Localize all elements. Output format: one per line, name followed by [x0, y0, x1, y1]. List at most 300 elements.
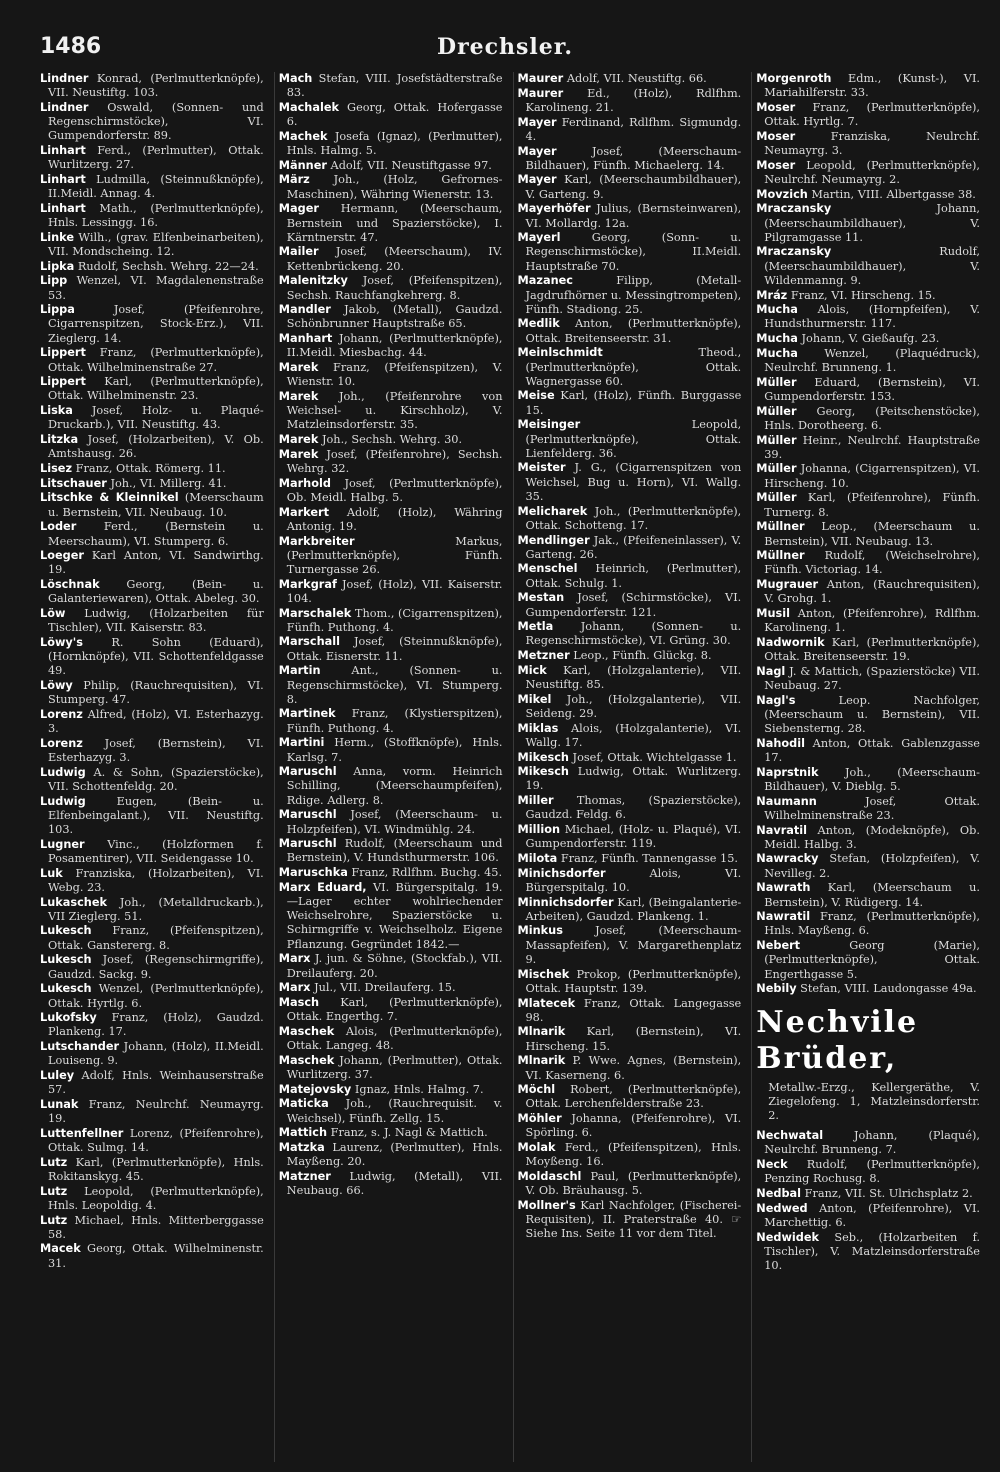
entry-details: Franz, VII. St. Ulrichsplatz 2.	[804, 1186, 973, 1200]
advertisement	[756, 1005, 980, 1124]
entry-name: Machek	[278, 129, 328, 143]
directory-entry	[756, 766, 980, 794]
page-number: 1486	[40, 34, 102, 59]
entry-details: Seb., (Holzarbeiten f. Tischler), V. Matzleinsdorferstraße 10.	[764, 1230, 980, 1272]
entry-details: Josef, Holz- u. Plaqué-Druckarb.), VII. Neustiftg. 43.	[48, 404, 264, 432]
entry-name: Mollner's	[517, 1198, 576, 1212]
directory-entry	[756, 159, 980, 187]
entry-name: Mucha	[756, 346, 798, 360]
entry-details: Thomas, (Spazierstöcke), Gaudzd. Feldg. 6.	[525, 794, 742, 822]
directory-entry	[40, 1069, 264, 1097]
entry-details: Ignaz, Hnls. Halmg. 7.	[354, 1082, 484, 1096]
entry-name: Loeger	[40, 549, 84, 563]
entry-details: Michael, (Holz- u. Plaqué), VI. Gumpendorferstr. 119.	[525, 823, 742, 851]
directory-entry	[279, 981, 503, 995]
entry-details: Franz, s. J. Nagl & Mattich.	[330, 1126, 488, 1140]
directory-entry	[279, 635, 503, 663]
entry-name: Mikel	[517, 692, 552, 706]
entry-details: Georg, (Sonn- u. Regenschirmstöcke), II.Meidl. Hauptstraße 70.	[525, 231, 742, 273]
entry-name: Möhler	[517, 1112, 562, 1126]
entry-details: Josef, (Perlmutterknöpfe), Ob. Meidl. Halbg. 5.	[286, 476, 503, 504]
entry-details: Alois, (Hornpfeifen), V. Hundsthurmerstr. 117.	[764, 303, 980, 331]
entry-name: Lipp	[40, 274, 68, 288]
entry-details: Wenzel, (Plaquédruck), Neulrchf. Brunneng. 1.	[764, 346, 980, 375]
directory-entry	[40, 953, 264, 981]
entry-details: Alois, VI. Bürgerspitalg. 10.	[525, 866, 742, 894]
entry-name: Marek	[278, 447, 319, 461]
directory-entry	[40, 607, 264, 635]
advertisement-title: Nechvile Brüder,	[756, 1004, 919, 1076]
entry-name: Löschnak	[40, 578, 100, 592]
entry-details: Jak., (Pfeifeneinlasser), V. Garteng. 26.	[525, 533, 742, 561]
entry-details: Leop., (Meerschaum u. Bernstein), VII. Neubaug. 13.	[764, 520, 980, 548]
directory-entry	[518, 389, 742, 417]
entry-details: Philip, (Rauchrequisiten), VI. Stumperg. 47.	[48, 679, 264, 707]
directory-entry	[40, 1185, 264, 1213]
directory-entry	[756, 1129, 980, 1157]
entry-name: Mattich	[278, 1126, 328, 1140]
entry-name: Neck	[756, 1158, 788, 1172]
directory-entry	[756, 852, 980, 880]
directory-entry	[756, 202, 980, 245]
directory-entry	[40, 274, 264, 302]
entry-name: Möchl	[517, 1083, 556, 1097]
directory-entry	[279, 707, 503, 735]
entry-name: Litschauer	[40, 476, 107, 490]
directory-entry	[40, 520, 264, 548]
entry-details: Ludwig, (Metall), VII. Neubaug. 66.	[286, 1169, 503, 1198]
directory-entry	[279, 1141, 503, 1169]
directory-entry	[40, 982, 264, 1010]
entry-details: Anton, (Modeknöpfe), Ob. Meidl. Halbg. 3.	[764, 823, 980, 851]
entry-details: Karl, (Pfeifenrohre), Fünfh. Turnerg. 8.	[764, 491, 980, 519]
directory-entry	[518, 505, 742, 533]
directory-entry	[756, 462, 980, 490]
directory-entry	[518, 924, 742, 967]
directory-entry	[518, 620, 742, 648]
entry-details: Leopold, (Perlmutterknöpfe), Ottak. Lienfelderg. 36.	[525, 418, 742, 460]
entry-details: Karl, (Perlmutterknöpfe), Ottak. Engerthg. 7.	[286, 996, 503, 1024]
entry-name: Lunak	[40, 1097, 79, 1111]
entry-name: Nechwatal	[756, 1129, 824, 1143]
entry-details: Robert, (Perlmutterknöpfe), Ottak. Lerchenfelderstraße 23.	[525, 1083, 742, 1111]
entry-name: Luttenfellner	[40, 1126, 124, 1140]
directory-entry	[518, 693, 742, 721]
entry-name: Nagl's	[756, 693, 796, 707]
entry-details: Johanna, (Pfeifenrohre), VI. Spörling. 6.	[525, 1112, 742, 1140]
entry-details: Ludmilla, (Steinnußknöpfe), II.Meidl. Annag. 4.	[48, 172, 264, 201]
entry-name: Lorenz	[40, 707, 83, 721]
entry-name: Milota	[517, 851, 558, 865]
directory-entry	[518, 765, 742, 793]
directory-entry	[40, 346, 264, 374]
entry-name: Maruschl	[278, 765, 337, 779]
entry-name: Metla	[517, 620, 554, 634]
directory-entry	[40, 375, 264, 403]
entry-details: Stefan, (Holzpfeifen), V. Nevilleg. 2.	[764, 852, 980, 880]
entry-name: Moser	[756, 158, 796, 172]
directory-entry	[756, 737, 980, 765]
directory-entry	[40, 1156, 264, 1184]
entry-name: Lindner	[40, 72, 89, 85]
directory-entry	[756, 1158, 980, 1186]
entry-name: Lorenz	[40, 736, 83, 750]
directory-entry	[279, 130, 503, 158]
entry-name: Manhart	[278, 332, 333, 346]
directory-entry	[279, 578, 503, 606]
entry-name: Löwy	[40, 679, 73, 693]
entry-name: Mraczansky	[756, 245, 832, 259]
directory-entry	[279, 274, 503, 302]
directory-entry	[756, 245, 980, 288]
entry-name: Mikesch	[517, 765, 569, 779]
entry-details: Johann, (Holz), II.Meidl. Louiseng. 9.	[48, 1040, 264, 1068]
entry-details: Stefan, VIII. Laudongasse 49a.	[800, 982, 977, 996]
directory-entry	[518, 591, 742, 619]
entry-name: Mayer	[517, 173, 557, 187]
entry-details: Rudolf, (Meerschaum und Bernstein), V. Hundsthurmerstr. 106.	[286, 837, 503, 865]
entry-details: J. jun. & Söhne, (Stockfab.), VII. Dreilauferg. 20.	[286, 952, 503, 980]
directory-entry	[40, 636, 264, 679]
directory-entry	[40, 477, 264, 491]
entry-name: Nawratil	[756, 910, 811, 924]
entry-details: Oswald, (Sonnen- und Regenschirmstöcke), VI. Gumpendorferstr. 89.	[48, 100, 264, 143]
entry-details: Laurenz, (Perlmutter), Hnls. Mayßeng. 20.	[286, 1141, 503, 1169]
directory-entry	[279, 952, 503, 980]
directory-entry	[756, 982, 980, 996]
entry-name: Mucha	[756, 332, 798, 346]
entry-details: Joh., (Pfeifenrohre von Weichsel- u. Kirschholz), V. Matzleinsdorferstr. 35.	[286, 389, 503, 432]
directory-entry	[40, 795, 264, 838]
entry-details: Julius, (Bernsteinwaren), VI. Mollardg. 12a.	[525, 202, 742, 230]
entry-name: Loder	[40, 520, 77, 534]
entry-name: Meister	[517, 461, 566, 475]
directory-entry	[518, 968, 742, 996]
entry-name: Marek	[278, 433, 319, 447]
entry-name: Mlnarik	[517, 1054, 566, 1068]
entry-details: Michael, Hnls. Mitterberggasse 58.	[48, 1213, 264, 1241]
entry-details: Leopold, (Perlmutterknöpfe), Hnls. Leopoldig. 4.	[48, 1184, 264, 1212]
entry-name: Million	[517, 823, 561, 837]
entry-name: Maschek	[278, 1024, 335, 1038]
column-4	[751, 72, 980, 1462]
entry-details: Josefa (Ignaz), (Perlmutter), Hnls. Halmg. 5.	[286, 129, 503, 158]
entry-details: Ludwig, (Holzarbeiten für Tischler), VII. Kaiserstr. 83.	[48, 607, 264, 635]
directory-entry	[756, 549, 980, 577]
directory-entry	[518, 1112, 742, 1140]
entry-details: Franz, VI. Hirscheng. 15.	[790, 288, 936, 302]
entry-details: Franz, (Pfeifenspitzen), V. Wienstr. 10.	[286, 361, 503, 389]
directory-entry	[279, 664, 503, 707]
entry-name: Nedbal	[756, 1186, 802, 1200]
directory-entry	[518, 418, 742, 461]
directory-entry	[279, 506, 503, 534]
entry-details: Anton, (Rauchrequisiten), V. Grohg. 1.	[764, 578, 980, 606]
entry-name: Mendlinger	[517, 533, 590, 547]
directory-entry	[518, 664, 742, 692]
entry-name: Metzner	[517, 649, 570, 663]
entry-name: Marx	[278, 981, 311, 995]
entry-details: Wenzel, (Perlmutterknöpfe), Ottak. Hyrtlg. 6.	[48, 982, 264, 1010]
entry-name: Müller	[756, 462, 797, 476]
directory-entry	[279, 808, 503, 836]
entry-details: Franz, (Holz), Gaudzd. Plankeng. 17.	[48, 1011, 264, 1039]
entry-details: Franz, (Klystierspitzen), Fünfh. Puthong. 4.	[286, 707, 503, 735]
entry-name: Molak	[517, 1141, 556, 1155]
directory-entry	[279, 477, 503, 505]
entry-name: Müllner	[756, 549, 805, 563]
entry-details: Adolf, VII. Neustiftg. 66.	[566, 72, 707, 85]
directory-entry	[279, 361, 503, 389]
directory-entry	[756, 101, 980, 129]
entry-name: Morgenroth	[756, 72, 832, 85]
entry-details: Paul, (Perlmutterknöpfe), V. Ob. Bräuhausg. 5.	[525, 1169, 742, 1198]
directory-entry	[756, 434, 980, 462]
entry-details: Karl, (Beingalanterie-Arbeiten), Gaudzd. Plankeng. 1.	[525, 895, 742, 923]
entry-details: Adolf, (Holz), Währing Antonig. 19.	[286, 505, 503, 533]
entry-details: Anton, (Pfeifenrohre), Rdlfhm. Karolineng. 1.	[764, 607, 980, 635]
directory-entry	[40, 1214, 264, 1242]
entry-name: Luley	[40, 1069, 75, 1083]
directory-entry	[40, 549, 264, 577]
entry-details: J. G., (Cigarrenspitzen von Weichsel, Bug u. Horn), VI. Wallg. 35.	[525, 461, 742, 503]
entry-details: Ludwig, Ottak. Wurlitzerg. 19.	[525, 765, 742, 793]
directory-entry	[756, 1202, 980, 1230]
entry-details: Alois, (Perlmutterknöpfe), Ottak. Langeg. 48.	[286, 1024, 503, 1053]
entry-name: Maruschl	[278, 837, 337, 851]
entry-name: Mayerl	[517, 231, 561, 245]
directory-entry	[518, 1199, 742, 1242]
entry-details: Edm., (Kunst-), VI. Mariahilferstr. 33.	[764, 72, 980, 100]
directory-entry	[518, 562, 742, 590]
entry-details: Josef, Ottak. Wichtelgasse 1.	[572, 750, 737, 764]
entry-name: Marschalek	[278, 606, 352, 620]
entry-name: Lipka	[40, 259, 75, 273]
entry-details: Georg, (Bein- u. Galanteriewaren), Ottak. Abeleg. 30.	[48, 578, 264, 606]
entry-details: Karl, (Holz), Fünfh. Burggasse 15.	[525, 389, 742, 417]
entry-name: Marx Eduard,	[278, 880, 367, 894]
directory-entry	[279, 866, 503, 880]
entry-name: Mayer	[517, 144, 557, 158]
entry-name: Lukesch	[40, 953, 92, 967]
entry-name: Markbreiter	[278, 534, 355, 548]
entry-name: Männer	[278, 158, 327, 172]
entry-name: Menschel	[517, 562, 578, 576]
directory-entry	[756, 130, 980, 158]
entry-details: Adolf, VII. Neustiftgasse 97.	[330, 158, 492, 172]
entry-name: Minkus	[517, 924, 563, 938]
entry-details: A. & Sohn, (Spazierstöcke), VII. Schottenfeldg. 20.	[48, 765, 264, 793]
entry-details: R. Sohn (Eduard), (Hornknöpfe), VII. Schottenfeldgasse 49.	[48, 635, 264, 678]
entry-name: Mlatecek	[517, 996, 576, 1010]
entry-details: Josef, (Pfeifenspitzen), Sechsh. Rauchfangkehrerg. 8.	[286, 274, 503, 302]
directory-entry	[518, 116, 742, 144]
directory-entry	[756, 636, 980, 664]
entry-name: Matzka	[278, 1141, 325, 1155]
entry-name: Lindner	[40, 100, 89, 114]
directory-entry	[756, 188, 980, 202]
entry-details: Rudolf, (Meerschaumbildhauer), V. Wildenmanng. 9.	[764, 245, 980, 287]
directory-entry	[279, 101, 503, 129]
entry-name: Mick	[517, 663, 547, 677]
entry-details: Josef, (Regenschirmgriffe), Gaudzd. Sackg. 9.	[48, 953, 264, 981]
entry-name: Nawracky	[756, 852, 819, 866]
entry-details: Eugen, (Bein- u. Elfenbeingalant.), VII. Neustiftg. 103.	[48, 794, 264, 837]
entry-name: Lukesch	[40, 982, 92, 996]
entry-details: Jakob, (Metall), Gaudzd. Schönbrunner Hauptstraße 65.	[286, 303, 503, 331]
entry-details: Karl Anton, VI. Sandwirthg. 19.	[48, 549, 264, 577]
entry-details: Karl, (Perlmutterknöpfe), Ottak. Breitenseerstr. 19.	[764, 635, 980, 664]
entry-details: Adolf, Hnls. Weinhauserstraße 57.	[48, 1069, 264, 1097]
entry-details: Johann, (Sonnen- u. Regenschirmstöcke), VI. Grüng. 30.	[525, 620, 742, 648]
directory-entry	[40, 260, 264, 274]
entry-name: Mayerhöfer	[517, 202, 591, 216]
directory-entry	[518, 202, 742, 230]
entry-name: Mucha	[756, 303, 798, 317]
entry-details: Franz, Rdlfhm. Buchg. 45.	[351, 866, 503, 880]
entry-details: Alois, (Holzgalanterie), VI. Wallg. 17.	[525, 721, 742, 749]
entry-name: Matzner	[278, 1169, 331, 1183]
column-2	[274, 72, 503, 1462]
entry-name: Löw	[40, 607, 66, 621]
entry-name: Naprstnik	[756, 765, 819, 779]
entry-details: Ant., (Sonnen- u. Regenschirmstöcke), VI. Stumperg. 8.	[286, 664, 503, 706]
entry-details: Joh., (Rauchrequisit. v. Weichsel), Fünfh. Zellg. 15.	[286, 1097, 503, 1125]
directory-entry	[756, 939, 980, 982]
entry-name: Meinlschmidt	[517, 346, 603, 360]
directory-entry	[756, 578, 980, 606]
entry-details: Herm., (Stoffknöpfe), Hnls. Karlsg. 7.	[286, 736, 503, 764]
entry-name: Linhart	[40, 144, 86, 158]
directory-entry	[40, 1242, 264, 1270]
directory-entry	[279, 881, 503, 952]
directory-entry	[279, 765, 503, 808]
entry-details: Johann, (Perlmutter), Ottak. Wurlitzerg. 37.	[286, 1053, 503, 1082]
entry-details: Jul., VII. Dreilauferg. 15.	[314, 981, 456, 995]
directory-entry	[40, 896, 264, 924]
directory-entry	[279, 433, 503, 447]
directory-entry	[756, 72, 980, 100]
directory-entry	[40, 303, 264, 346]
entry-name: Nadwornik	[756, 635, 825, 649]
directory-entry	[518, 823, 742, 851]
entry-name: Müllner	[756, 520, 805, 534]
directory-entry	[518, 867, 742, 895]
directory-entry	[756, 1231, 980, 1274]
entry-details: Franziska, Neulrchf. Neumayrg. 3.	[764, 129, 980, 158]
entry-details: Georg (Marie), (Perlmutterknöpfe), Ottak. Engerthgasse 5.	[764, 939, 980, 981]
entry-details: Anton, Ottak. Gablenzgasse 17.	[764, 736, 980, 765]
entry-name: Mailer	[278, 245, 319, 259]
entry-name: Ludwig	[40, 765, 86, 779]
entry-name: Meise	[517, 389, 555, 403]
entry-name: Ludwig	[40, 794, 86, 808]
entry-details: Heinr., Neulrchf. Hauptstraße 39.	[764, 433, 980, 461]
entry-details: Martin, VIII. Albertgasse 38.	[811, 187, 976, 201]
entry-details: Josef, (Meerschaum), IV. Kettenbrückeng. 20.	[286, 245, 503, 273]
directory-entry	[756, 347, 980, 375]
column-1	[40, 72, 264, 1462]
entry-name: Müller	[756, 404, 797, 418]
directory-entry	[756, 665, 980, 693]
directory-entry	[756, 491, 980, 519]
entry-details: Prokop, (Perlmutterknöpfe), Ottak. Hauptstr. 139.	[525, 967, 742, 995]
directory-entry	[279, 1025, 503, 1053]
entry-details: P. Wwe. Agnes, (Bernstein), VI. Kaserneng. 6.	[525, 1054, 742, 1082]
entry-name: Müller	[756, 375, 797, 389]
directory-entry	[756, 795, 980, 823]
directory-entry	[518, 1025, 742, 1053]
directory-entry	[40, 708, 264, 736]
entry-name: Mestan	[517, 591, 565, 605]
entry-details: Rudolf, (Perlmutterknöpfe), Penzing Rochusg. 8.	[764, 1158, 980, 1186]
entry-name: Lippert	[40, 375, 86, 389]
entry-name: Maschek	[278, 1053, 335, 1067]
directory-entry	[40, 404, 264, 432]
directory-entry	[518, 794, 742, 822]
entry-details: Ferdinand, Rdlfhm. Sigmundg. 4.	[525, 115, 742, 143]
directory-entry	[40, 144, 264, 172]
entry-details: Georg, Ottak. Wilhelminenstr. 31.	[48, 1242, 264, 1270]
entry-details: (Meerschaum u. Bernstein, VII. Neubaug. 10.	[48, 491, 264, 519]
entry-name: Nebily	[756, 982, 797, 996]
entry-name: Meisinger	[517, 418, 581, 432]
entry-details: Rudolf, Sechsh. Wehrg. 22—24.	[77, 259, 259, 273]
entry-name: Macek	[40, 1242, 81, 1256]
directory-entry	[756, 881, 980, 909]
directory-entry	[279, 202, 503, 245]
entry-name: Mayer	[517, 115, 557, 129]
entry-name: Luk	[40, 866, 63, 880]
entry-details: Joh., VI. Millerg. 41.	[110, 476, 227, 490]
directory-entry	[40, 766, 264, 794]
entry-details: Joh., (Metalldruckarb.), VII Zieglerg. 51.	[48, 895, 264, 923]
entry-details: Lorenz, (Pfeifenrohre), Ottak. Sulmg. 14.	[48, 1126, 264, 1155]
directory-entry	[518, 852, 742, 866]
page-header	[40, 34, 970, 66]
entry-details: Josef, (Pfeifenrohre), Sechsh. Wehrg. 32.	[286, 447, 503, 475]
directory-entry	[40, 231, 264, 259]
directory-entry	[40, 867, 264, 895]
entry-name: Lutz	[40, 1184, 68, 1198]
directory-entry	[40, 1040, 264, 1068]
entry-details: Franz, Neulrchf. Neumayrg. 19.	[48, 1097, 264, 1126]
directory-entry	[279, 736, 503, 764]
entry-details: Leop. Nachfolger, (Meerschaum u. Bernstein), VII. Siebensterng. 28.	[764, 693, 980, 736]
entry-name: Marek	[278, 361, 319, 375]
entry-details: Josef, (Meerschaum-Massapfeifen), V. Margarethenplatz 9.	[525, 924, 742, 966]
directory-entry	[518, 317, 742, 345]
entry-details: Franziska, (Holzarbeiten), VI. Webg. 23.	[48, 866, 264, 894]
entry-name: Mazanec	[517, 274, 573, 288]
entry-name: Lippert	[40, 346, 86, 360]
entry-name: Miklas	[517, 721, 559, 735]
entry-name: Navratil	[756, 823, 808, 837]
entry-details: Theod., (Perlmutterknöpfe), Ottak. Wagnergasse 60.	[525, 346, 742, 388]
directory-entry	[279, 1097, 503, 1125]
directory-entry	[518, 87, 742, 115]
entry-details: Franz, Ottak. Römerg. 11.	[75, 461, 226, 475]
entry-name: Mugrauer	[756, 578, 819, 592]
directory-entry	[518, 997, 742, 1025]
entry-details: Ed., (Holz), Rdlfhm. Karolineng. 21.	[525, 86, 742, 114]
directory-entry	[279, 996, 503, 1024]
entry-name: Markgraf	[278, 577, 337, 591]
entry-name: März	[278, 173, 310, 187]
entry-details: Stefan, VIII. Josefstädterstraße 83.	[286, 72, 503, 100]
entry-name: Moser	[756, 100, 796, 114]
entry-name: Lippa	[40, 303, 75, 317]
